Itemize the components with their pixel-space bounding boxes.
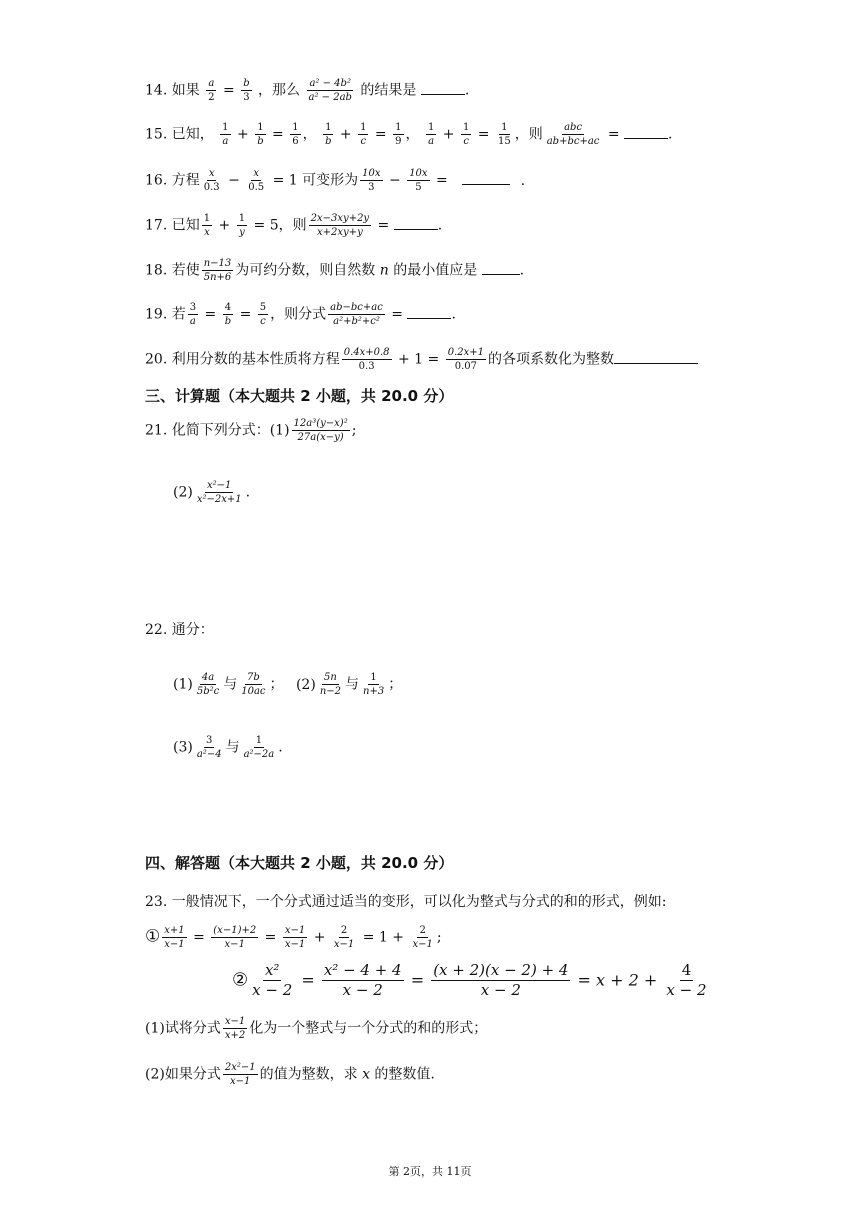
problem-15: 15. 已知， $\frac{1}{a}$ + $\frac{1}{b}$ = $\frac{1}{6}$ ， $\frac{1}{b}$ + $\frac{1}{c}$ = $\frac{1}{9}$ ， $\frac{1}{a}$ + $\frac{1}{c}$ = $\frac{1}{15}$ ，则 $\frac{\text{abc}}{ab+bc+ac}$ = . [145,122,673,147]
answer-blank[interactable] [624,126,668,139]
fraction: $\frac{\text{x²−1}}{\text{x²−2x+1}}$ [196,480,242,505]
fraction: $\frac{4}{x - 2}$ [666,961,707,1000]
fraction: $\frac{3}{\text{a²−4}}$ [196,735,222,760]
fraction: $\frac{2}{x-1}$ [412,925,433,950]
problem-16: 16. 方程 $\frac{x}{0.3}$ − $\frac{x}{0.5}$ = 1 可变形为 $\frac{10x}{3}$ − $\frac{10x}{5}$ = . [145,168,526,193]
fraction: $\frac{x-1}{x-1}$ [284,925,306,950]
fraction: $\frac{x}{0.3}$ [203,168,220,193]
problem-23-intro: 23. 一般情况下，一个分式通过适当的变形，可以化为整式与分式的和的形式，例如: [145,894,667,910]
fraction: $\frac{2x-3xy+2y}{x+2xy+y}$ [310,213,370,238]
fraction: $\frac{4a}{\text{5b²c}}$ [196,672,220,697]
fraction: $\frac{10x}{3}$ [362,168,381,193]
fraction: $\frac{1}{6}$ [292,122,299,147]
fraction: $\frac{1}{x}$ [203,213,211,238]
fraction: $\frac{7b}{10ac}$ [241,672,266,697]
fraction: $\frac{(x + 2)(x - 2) + 4}{x - 2}$ [433,961,569,1000]
fraction: $\frac{\text{12a³(y−x)²}}{27a(x-y)}$ [293,418,348,443]
problem-23-q1: (1)试将分式 $\frac{x-1}{x+2}$ 化为一个整式与一个分式的和的形式； [145,1016,488,1041]
problem-23-example-1: ① $\frac{x+1}{x-1}$ = $\frac{(x-1)+2}{x-1}$ = $\frac{x-1}{x-1}$ + $\frac{2}{x-1}$ = 1 + $\frac{2}{x-1}$ ; [145,925,442,950]
fraction: $\frac{1}{\text{a²−2a}}$ [243,735,275,760]
problem-23-q2: (2)如果分式 $\frac{\text{2x²−1}}{x-1}$ 的值为整数，求 x 的整数值. [145,1062,435,1087]
problem-22-row2: (3) $\frac{3}{\text{a²−4}}$ 与 $\frac{1}{\text{a²−2a}}$ . [173,735,283,760]
problem-22-row1: (1) $\frac{4a}{\text{5b²c}}$ 与 $\frac{7b}{10ac}$ ； (2) $\frac{5n}{n-2}$ 与 $\frac{1}{n+3}$ ； [173,672,403,697]
fraction: $\frac{0.2x+1}{0.07}$ [447,347,485,372]
fraction: $\frac{5n}{n-2}$ [319,672,341,697]
fraction: $\frac{1}{c}$ [360,122,367,147]
problem-14: 14. 如果 $\frac{a}{2}$ = $\frac{b}{3}$ ，那么 $\frac{\text{a² − 4b²}}{\text{a² − 2ab}}$ 的结果是 . [145,78,470,103]
problem-23-example-2: ② $\frac{\text{x²}}{x - 2}$ = $\frac{\text{x² − 4 + 4}}{x - 2}$ = $\frac{(x + 2)(x - 2) + 4}{x - 2}$ = x + 2 + $\frac{4}{x - 2}$ [232,961,707,1000]
problem-22: 22. 通分： [145,622,214,638]
section-heading: 三、计算题（本大题共 2 小题，共 20.0 分） [145,387,454,405]
fraction: $\frac{(x-1)+2}{x-1}$ [213,925,257,950]
problem-21: 21. 化简下列分式：(1) $\frac{\text{12a³(y−x)²}}{27a(x-y)}$ ; [145,418,357,443]
fraction: $\frac{4}{b}$ [224,302,232,327]
section-heading: 四、解答题（本大题共 2 小题，共 20.0 分） [145,854,454,872]
fraction: $\frac{1}{c}$ [462,122,470,147]
fraction: $\frac{1}{a}$ [427,122,435,147]
page-footer: 第 2页，共 11页 [388,1165,472,1178]
fraction: $\frac{1}{15}$ [497,122,511,147]
fraction: $\frac{1}{9}$ [395,122,402,147]
fraction: $\frac{b}{3}$ [243,78,250,103]
answer-blank[interactable] [421,82,465,95]
answer-blank[interactable] [462,172,510,185]
fraction: $\frac{\text{x² − 4 + 4}}{x - 2}$ [323,961,402,1000]
fraction: $\frac{3}{a}$ [189,302,197,327]
fraction: $\frac{\text{x²}}{x - 2}$ [252,961,293,1000]
fraction: $\frac{0.4x+0.8}{0.3}$ [343,347,390,372]
answer-blank[interactable] [394,217,438,230]
fraction: $\frac{x}{0.5}$ [248,168,265,193]
problem-20: 20. 利用分数的基本性质将方程 $\frac{0.4x+0.8}{0.3}$ + 1 = $\frac{0.2x+1}{0.07}$ 的各项系数化为整数 [145,347,698,372]
problem-17: 17. 已知 $\frac{1}{x}$ + $\frac{1}{y}$ = 5，则 $\frac{2x-3xy+2y}{x+2xy+y}$ = . [145,213,443,238]
fraction: $\frac{x-1}{x+2}$ [224,1016,246,1041]
answer-blank[interactable] [407,306,451,319]
fraction: $\frac{1}{a}$ [222,122,229,147]
fraction: $\frac{a}{2}$ [208,78,215,103]
problem-21-part2: (2) $\frac{\text{x²−1}}{\text{x²−2x+1}}$ . [173,480,251,505]
fraction: $\frac{ab-bc+ac}{\text{a²+b²+c²}}$ [330,302,383,327]
fraction: $\frac{\text{abc}}{ab+bc+ac}$ [546,122,600,147]
problem-14-prefix: 14. 如果 [145,82,200,99]
fraction: $\frac{\text{2x²−1}}{x-1}$ [224,1062,256,1087]
fraction: $\frac{1}{n+3}$ [363,672,385,697]
fraction: $\frac{10x}{5}$ [409,168,428,193]
fraction: $\frac{1}{b}$ [257,122,264,147]
fraction: $\frac{n-13}{5n+6}$ [203,258,232,283]
answer-blank[interactable] [482,262,520,275]
fraction: $\frac{\text{a² − 4b²}}{\text{a² − 2ab}}$ [308,78,352,103]
fraction: $\frac{5}{c}$ [259,302,267,327]
fraction: $\frac{x+1}{x-1}$ [164,925,185,950]
fraction: $\frac{2}{x-1}$ [333,925,355,950]
problem-19: 19. 若 $\frac{3}{a}$ = $\frac{4}{b}$ = $\frac{5}{c}$ ，则分式 $\frac{ab-bc+ac}{\text{a²+b²+c²}}$ = . [145,302,456,327]
fraction: $\frac{1}{b}$ [325,122,332,147]
answer-blank[interactable] [614,351,698,364]
fraction: $\frac{1}{y}$ [238,213,246,238]
problem-18: 18. 若使 $\frac{n-13}{5n+6}$ 为可约分数，则自然数 n 的最小值应是 . [145,258,525,283]
